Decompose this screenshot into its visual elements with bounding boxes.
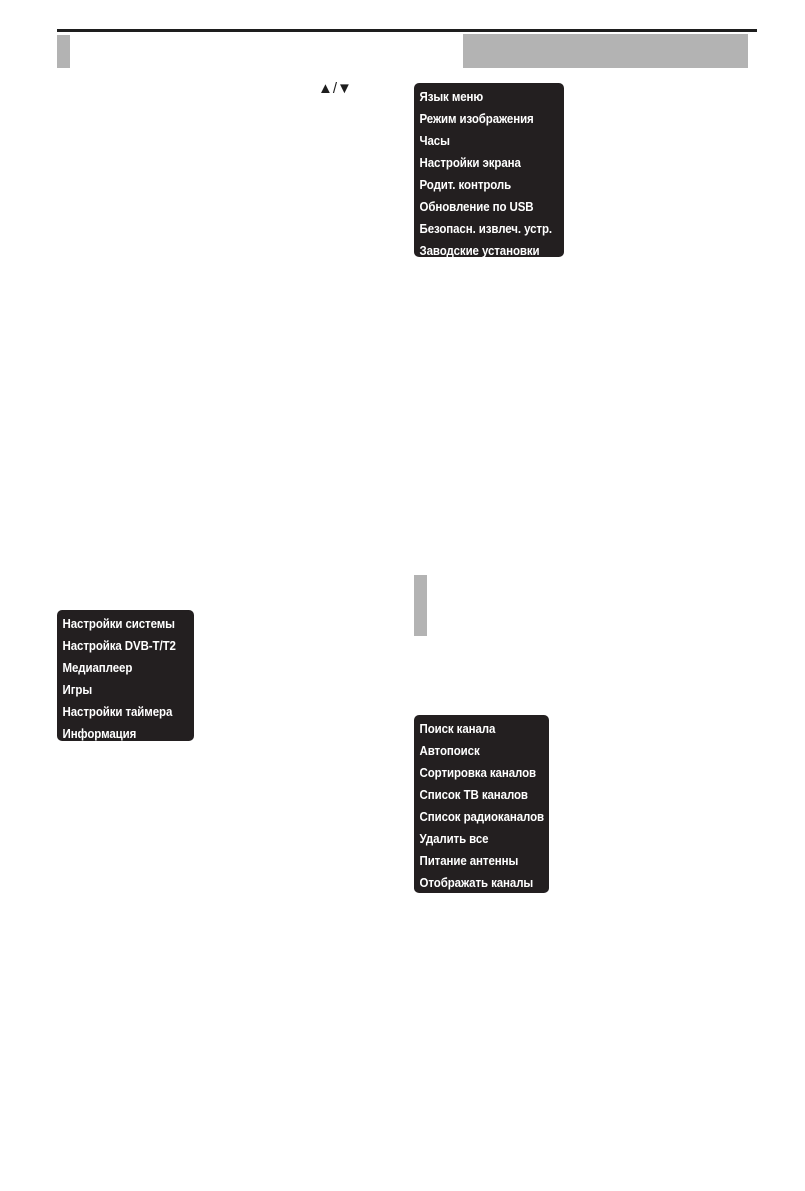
section-marker-left	[57, 35, 70, 68]
arrow-down-icon: ▼	[337, 80, 352, 97]
section-header-bar	[463, 34, 748, 68]
menu-item-auto-search[interactable]: Автопоиск	[419, 744, 480, 758]
channel-setup-menu	[414, 715, 549, 893]
system-settings-menu	[414, 83, 564, 257]
menu-item-information[interactable]: Информация	[62, 727, 137, 741]
menu-item-channel-search[interactable]: Поиск канала	[419, 722, 496, 736]
menu-item-show-channels[interactable]: Отображать каналы	[419, 876, 534, 890]
menu-item-tv-channel-list[interactable]: Список ТВ каналов	[419, 788, 528, 802]
menu-item-factory-reset[interactable]: Заводские установки	[419, 244, 540, 258]
menu-item-games[interactable]: Игры	[62, 683, 93, 697]
menu-item-parental-control[interactable]: Родит. контроль	[419, 178, 512, 192]
menu-item-delete-all[interactable]: Удалить все	[419, 832, 489, 846]
section-marker-right	[414, 575, 427, 636]
menu-item-radio-channel-list[interactable]: Список радиоканалов	[419, 810, 545, 824]
menu-item-usb-update[interactable]: Обновление по USB	[419, 200, 534, 214]
menu-item-screen-settings[interactable]: Настройки экрана	[419, 156, 521, 170]
menu-item-channel-sort[interactable]: Сортировка каналов	[419, 766, 536, 780]
menu-item-timer-settings[interactable]: Настройки таймера	[62, 705, 173, 719]
header-rule	[57, 29, 757, 32]
menu-item-dvb-settings[interactable]: Настройка DVB-T/T2	[62, 639, 176, 653]
menu-item-picture-mode[interactable]: Режим изображения	[419, 112, 534, 126]
nav-arrows	[318, 80, 352, 97]
arrow-separator: /	[332, 80, 338, 97]
arrow-up-icon: ▲	[318, 80, 333, 97]
main-menu	[57, 610, 194, 741]
menu-item-menu-language[interactable]: Язык меню	[419, 90, 484, 104]
menu-item-antenna-power[interactable]: Питание антенны	[419, 854, 519, 868]
menu-item-safe-remove[interactable]: Безопасн. извлеч. устр.	[419, 222, 552, 236]
menu-item-media-player[interactable]: Медиаплеер	[62, 661, 133, 675]
menu-item-clock[interactable]: Часы	[419, 134, 450, 148]
menu-item-system-settings[interactable]: Настройки системы	[62, 617, 175, 631]
